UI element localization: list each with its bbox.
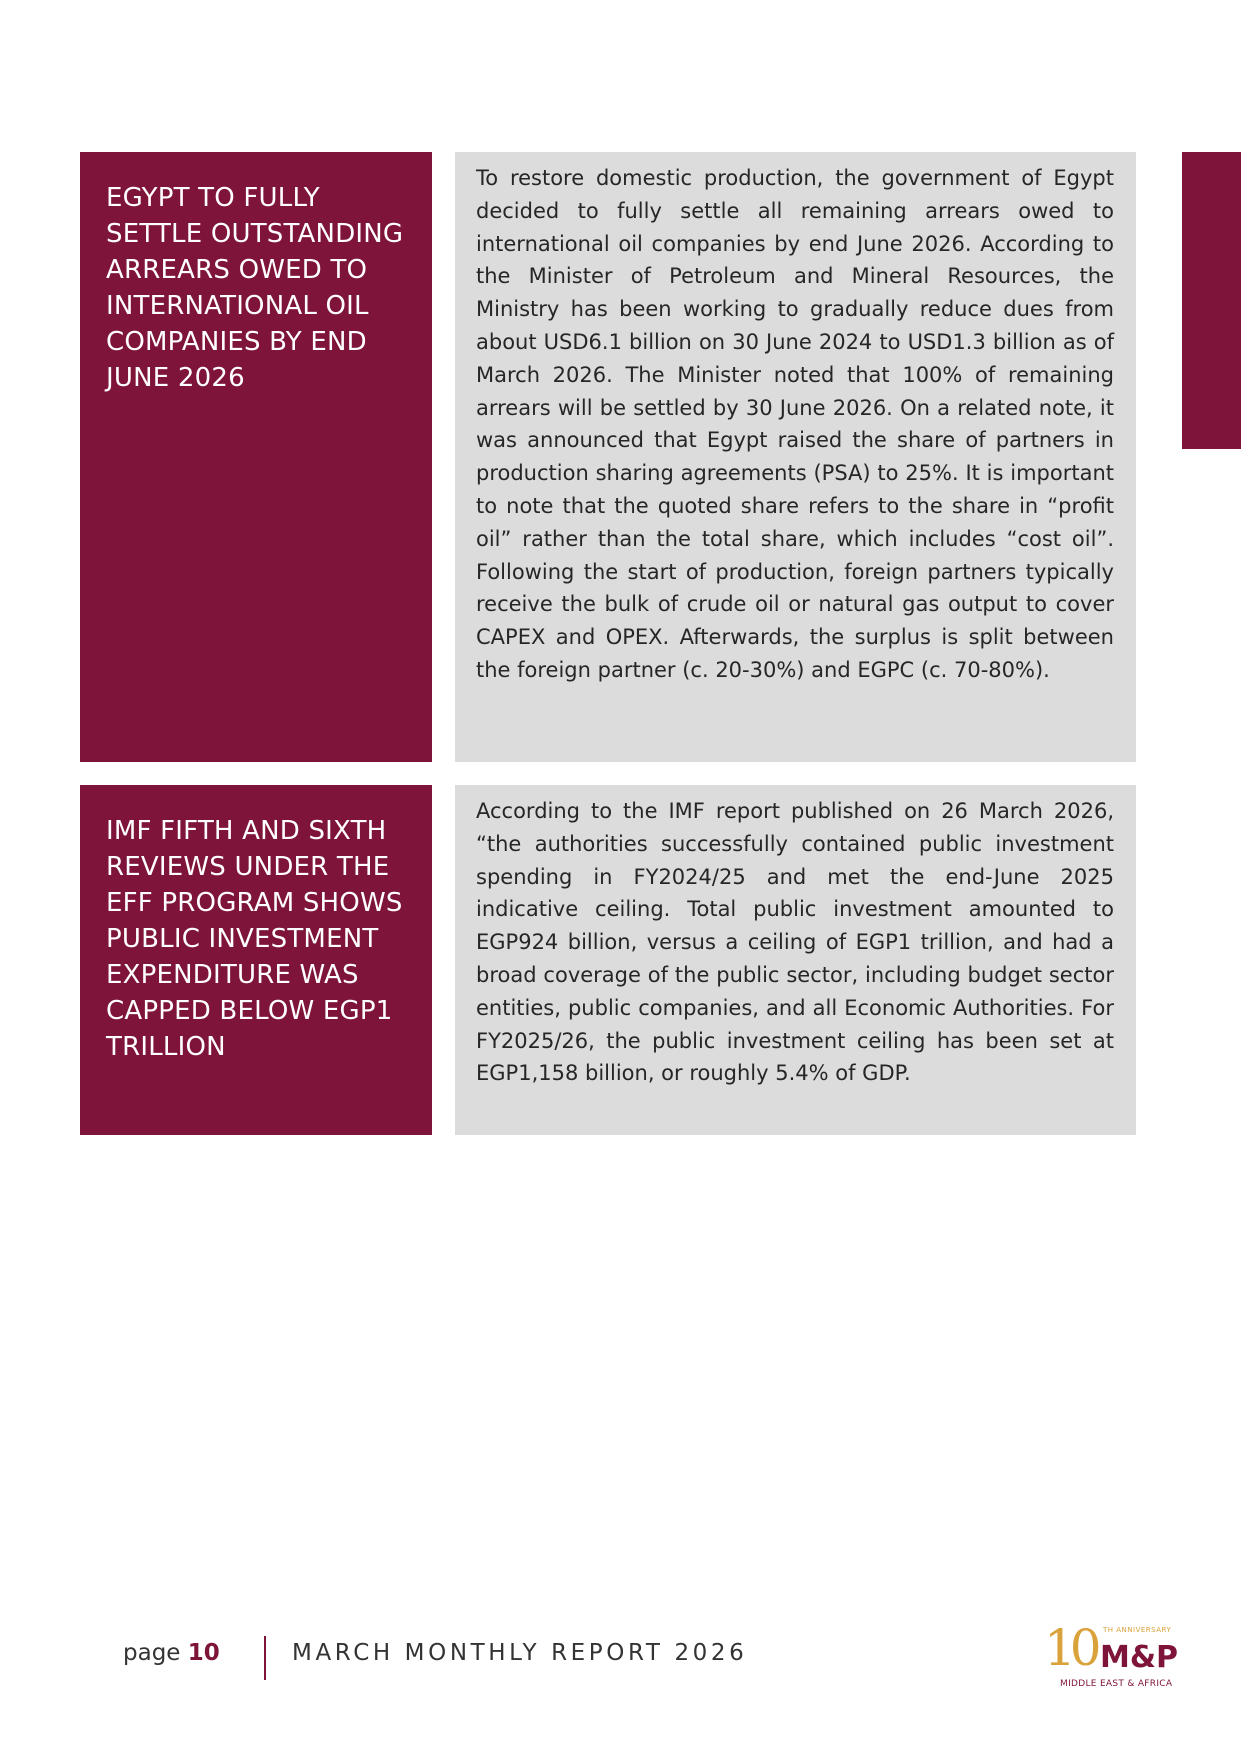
footer-divider	[264, 1636, 266, 1680]
section-body: According to the IMF report published on 26 March 2026, “the authorities successfully contained public investment spending in FY2024/25 and met the end-June 2025 indicative ceiling. Total public investment amounted to EGP924 billion, versus a ceiling of EGP1 trillion, and had a broad coverage of the public sector, including budget sector entities, public companies, and all Economic Authorities. For FY2025/26, the public investment ceiling has been set at EGP1,158 billion, or roughly 5.4% of GDP.	[476, 799, 1114, 1086]
report-title: MARCH MONTHLY REPORT 2026	[292, 1640, 748, 1666]
footer-page-indicator	[123, 1640, 220, 1666]
section-imf-reviews	[80, 785, 1136, 1135]
section-body-box	[455, 785, 1136, 1135]
section-heading-box	[80, 785, 432, 1135]
section-heading-box	[80, 152, 432, 762]
section-heading: IMF FIFTH AND SIXTH REVIEWS UNDER THE EFF PROGRAM SHOWS PUBLIC INVESTMENT EXPENDITURE WAS CAPPED BELOW EGP1 TRILLION	[106, 816, 403, 1062]
anniversary-number: 10	[1044, 1619, 1096, 1677]
page-number: 10	[187, 1640, 220, 1666]
brand-region: MIDDLE EAST & AFRICA	[1060, 1679, 1173, 1689]
section-oil-arrears	[80, 152, 1136, 762]
section-heading: EGYPT TO FULLY SETTLE OUTSTANDING ARREARS OWED TO INTERNATIONAL OIL COMPANIES BY END JUNE 2026	[106, 183, 404, 393]
side-tab-marker	[1182, 152, 1241, 449]
company-logo	[1040, 1620, 1180, 1692]
brand-name: M&P	[1100, 1640, 1179, 1675]
section-body: To restore domestic production, the government of Egypt decided to fully settle all remaining arrears owed to international oil companies by end June 2026. According to the Minister of Petroleum and Mineral Resources, the Ministry has been working to gradually reduce dues from about USD6.1 billion on 30 June 2024 to USD1.3 billion as of March 2026. The Minister noted that 100% of remaining arrears will be settled by 30 June 2026. On a related note, it was announced that Egypt raised the share of partners in production sharing agreements (PSA) to 25%. It is important to note that the quoted share refers to the share in “profit oil” rather than the total share, which includes “cost oil”. Following the start of production, foreign partners typically receive the bulk of crude oil or natural gas output to cover CAPEX and OPEX. Afterwards, the surplus is split between the foreign partner (c. 20-30%) and EGPC (c. 70-80%).	[476, 166, 1114, 682]
section-body-box	[455, 152, 1136, 762]
page-label: page	[123, 1640, 181, 1666]
anniversary-text: TH ANNIVERSARY	[1103, 1626, 1172, 1634]
